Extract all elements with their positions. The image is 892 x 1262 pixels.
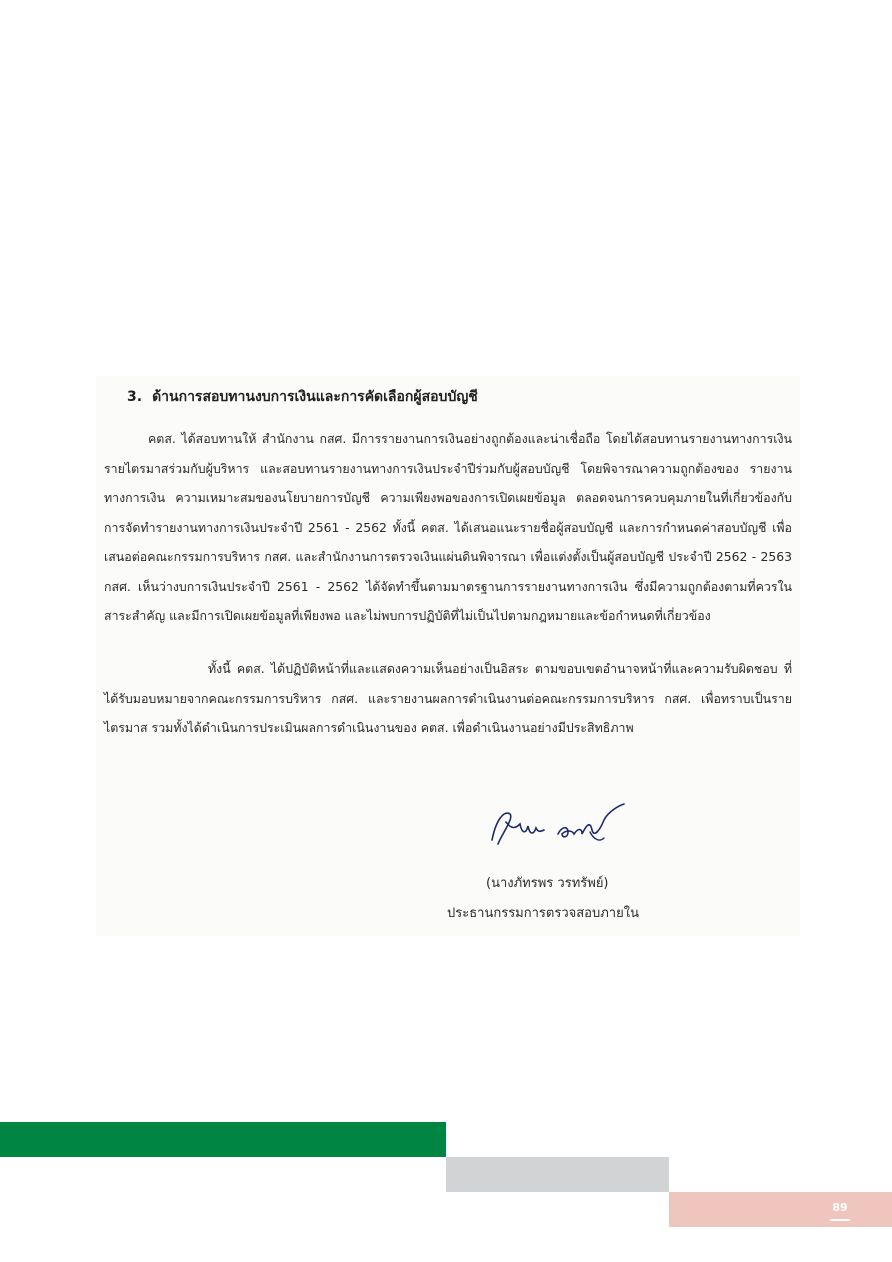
section-number: 3. <box>127 389 143 405</box>
section-heading <box>127 386 478 408</box>
footer-bar-gray <box>446 1157 669 1192</box>
paragraph-review-financial-statements: คตส. ได้สอบทานให้ สำนักงาน กสศ. มีการรายงานการเงินอย่างถูกต้องและน่าเชื่อถือ โดยได้สอบทานรายงานทางการเงินรายไตรมาสร่วมกับผู้บริหาร และสอบทานรายงานทางการเงินประจำปีร่วมกับผู้สอบบัญชี โดยพิจารณาความถูกต้องของ รายงานทางการเงิน ความเหมาะสมของนโยบายการบัญชี ความเพียงพอของการเปิดเผยข้อมูล ตลอดจนการควบคุมภายในที่เกี่ยวข้องกับการจัดทำรายงานทางการเงินประจำปี 2561 - 2562 ทั้งนี้ คตส. ได้เสนอแนะรายชื่อผู้สอบบัญชี และการกำหนดค่าสอบบัญชี เพื่อเสนอต่อคณะกรรมการบริหาร กสศ. และสำนักงานการตรวจเงินแผ่นดินพิจารณา เพื่อแต่งตั้งเป็นผู้สอบบัญชี ประจำปี 2562 - 2563 กสศ. เห็นว่างบการเงินประจำปี 2561 - 2562 ได้จัดทำขึ้นตามมาตรฐานการรายงานทางการเงิน ซึ่งมีความถูกต้องตามที่ควรในสาระสำคัญ และมีการเปิดเผยข้อมูลที่เพียงพอ และไม่พบการปฏิบัติที่ไม่เป็นไปตามกฎหมายและข้อกำหนดที่เกี่ยวข้อง <box>104 431 792 623</box>
page-number-underline <box>830 1219 850 1221</box>
paragraph-independence: ทั้งนี้ คตส. ได้ปฏิบัติหน้าที่และแสดงความเห็นอย่างเป็นอิสระ ตามขอบเขตอำนาจหน้าที่และความรับผิดชอบ ที่ได้รับมอบหมายจากคณะกรรมการบริหาร กสศ. และรายงานผลการดำเนินงานต่อคณะกรรมการบริหาร กสศ. เพื่อทราบเป็นรายไตรมาส รวมทั้งได้ดำเนินการประเมินผลการดำเนินงานของ คตส. เพื่อดำเนินงานอย่างมีประสิทธิภาพ <box>104 661 792 735</box>
page-number: 89 <box>832 1201 848 1214</box>
footer-bar-green <box>0 1122 446 1157</box>
footer-bar-pink <box>669 1192 892 1227</box>
signer-name: (นางภัทรพร วรทรัพย์) <box>486 876 609 891</box>
handwritten-signature <box>482 800 642 856</box>
section-title: ด้านการสอบทานงบการเงินและการคัดเลือกผู้สอบบัญชี <box>152 389 478 405</box>
signer-title: ประธานกรรมการตรวจสอบภายใน <box>447 906 639 921</box>
